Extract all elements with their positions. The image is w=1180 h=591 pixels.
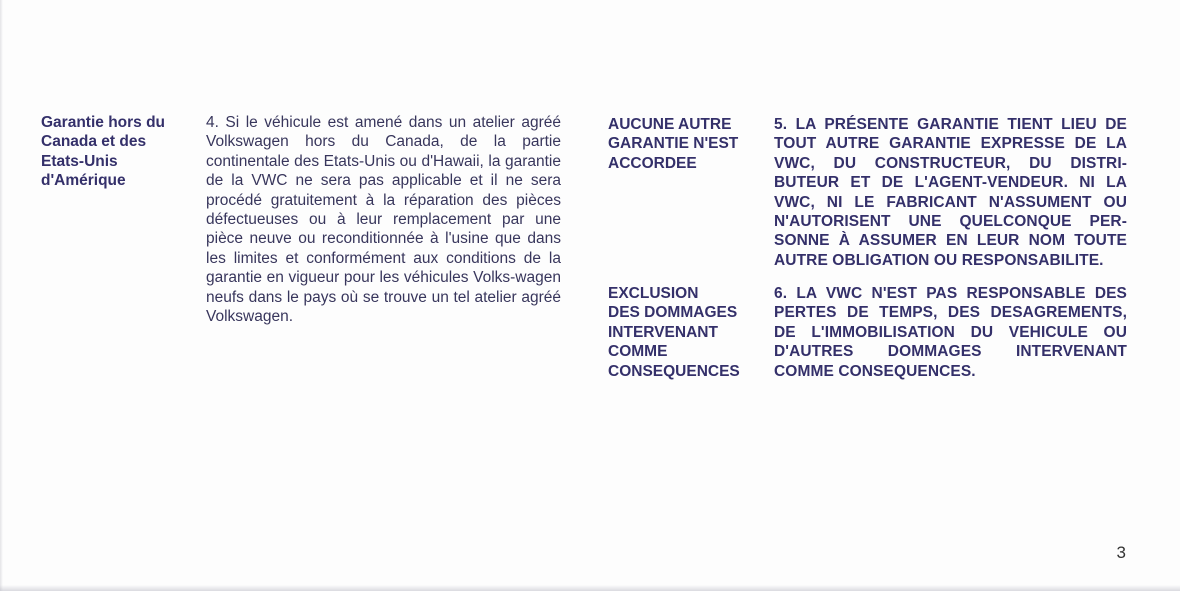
heading-line: ACCORDEE (608, 154, 697, 172)
section-heading-exclusion-dommages (608, 284, 740, 381)
heading-line: GARANTIE N'EST (608, 135, 739, 153)
heading-line: AUCUNE AUTRE (608, 116, 732, 133)
page-number: 3 (1116, 543, 1126, 562)
heading-line: DES DOMMAGES (608, 304, 738, 322)
section-heading-garantie-hors-canada (41, 113, 165, 191)
page-edge-shadow (0, 0, 3, 591)
heading-line: CONSEQUENCES (608, 362, 740, 380)
heading-line: Garantie hors du (41, 114, 166, 131)
heading-line: INTERVENANT (608, 323, 718, 341)
heading-line: COMME (608, 343, 668, 361)
section-text-5: 5. LA PRÉSENTE GARANTIE TIENT LIEU DE TOUT AUTRE GARANTIE EXPRESSE DE LA VWC, DU CONSTRUCTEUR, DU DISTRI-BUTEUR ET DE L'AGENT-VENDEUR. NI LA VWC, NI LE FABRICANT N'ASSUMENT OU N'AUTORISENT UNE QUELCONQUE PER-SONNE À ASSUMER EN LEUR NOM TOUTE AUTRE OBLIGATION OU RESPONSABILITE. (774, 116, 1127, 269)
section-text-4: 4. Si le véhicule est amené dans un atelier agréé Volkswagen hors du Canada, de la partie continentale des Etats-Unis ou d'Hawaii, la garantie de la VWC ne sera pas applicable et il ne sera procédé gratuitement à la réparation des pièces défectueuses ou à leur remplacement par une pièce neuve ou reconditionnée à l'usine que dans les limites et conformément aux conditions de la garantie en vigueur pour les véhicules Volks-wagen neufs dans le pays où se trouve un tel atelier agréé Volkswagen. (206, 114, 561, 326)
heading-line: d'Amérique (41, 172, 126, 190)
heading-line: EXCLUSION (608, 285, 699, 302)
page-bottom-shadow (0, 585, 1180, 591)
section-text-6: 6. LA VWC N'EST PAS RESPONSABLE DES PERTES DE TEMPS, DES DESAGREMENTS, DE L'IMMOBILISATION DU VEHICULE OU D'AUTRES DOMMAGES INTERVENANT COMME CONSEQUENCES. (774, 285, 1127, 380)
heading-line: Canada et des (41, 133, 147, 151)
heading-line: Etats-Unis (41, 152, 118, 170)
section-heading-aucune-autre-garantie (608, 115, 738, 173)
